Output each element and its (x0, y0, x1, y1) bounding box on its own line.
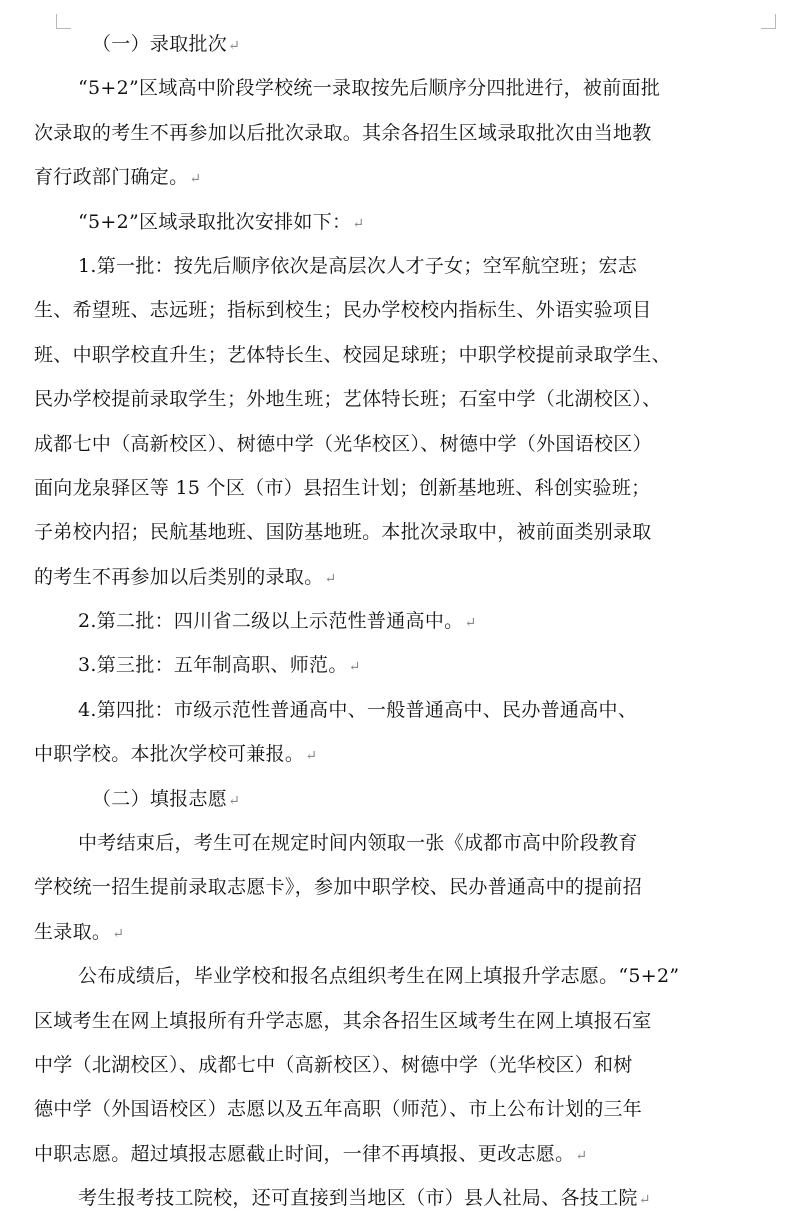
line-text: 次录取的考生不再参加以后批次录取。其余各招生区域录取批次由当地教 (34, 121, 652, 144)
line-text: 1.第一批：按先后顺序依次是高层次人才子女；空军航空班；宏志 (78, 254, 638, 277)
section-heading (34, 22, 776, 66)
section-heading (34, 777, 776, 821)
text-line (34, 821, 776, 865)
line-text: “5+2”区域录取批次安排如下： (78, 210, 352, 233)
line-text: 3.第三批：五年制高职、师范。 (78, 654, 348, 677)
text-line (34, 1132, 776, 1176)
paragraph-mark-icon: ↵ (228, 38, 241, 54)
text-line (34, 999, 776, 1043)
line-text: （一）录取批次 (92, 33, 228, 55)
text-line (34, 66, 776, 110)
text-line (34, 200, 776, 244)
text-line (34, 466, 776, 510)
line-text: 的考生不再参加以后类别的录取。 (34, 565, 324, 588)
line-text: 中职学校。本批次学校可兼报。 (34, 743, 305, 766)
document-body (34, 22, 776, 1221)
paragraph-mark-icon: ↵ (112, 925, 125, 942)
text-line (34, 422, 776, 466)
text-line (34, 954, 776, 998)
text-line (34, 510, 776, 554)
text-line (34, 1043, 776, 1087)
text-line (34, 599, 776, 643)
text-line (34, 333, 776, 377)
text-line (34, 910, 776, 954)
line-text: 考生报考技工院校，还可直接到当地区（市）县人社局、各技工院 (78, 1187, 638, 1210)
line-text: 育行政部门确定。 (34, 166, 189, 189)
paragraph-mark-icon: ↵ (228, 792, 241, 809)
line-text: 区域考生在网上填报所有升学志愿，其余各招生区域考生在网上填报石室 (34, 1009, 652, 1032)
text-line (34, 732, 776, 776)
paragraph-mark-icon: ↵ (348, 659, 361, 676)
text-line (34, 244, 776, 288)
line-text: 生录取。 (34, 920, 112, 943)
line-text: 生、希望班、志远班；指标到校生；民办学校校内指标生、外语实验项目 (34, 299, 652, 322)
text-line (34, 288, 776, 332)
paragraph-mark-icon: ↵ (305, 748, 318, 765)
line-text: 中职志愿。超过填报志愿截止时间，一律不再填报、更改志愿。 (34, 1142, 575, 1165)
text-line (34, 555, 776, 599)
paragraph-mark-icon: ↵ (638, 1192, 651, 1209)
text-line (34, 155, 776, 199)
line-text: 中考结束后，考生可在规定时间内领取一张《成都市高中阶段教育 (78, 832, 638, 855)
line-text: （二）填报志愿 (92, 787, 228, 810)
line-text: 2.第二批：四川省二级以上示范性普通高中。 (78, 610, 464, 633)
line-text: 民办学校提前录取学生；外地生班；艺体特长班；石室中学（北湖校区）、 (34, 388, 662, 411)
text-line (34, 643, 776, 687)
text-line (34, 865, 776, 909)
text-line (34, 111, 776, 155)
line-text: 班、中职学校直升生；艺体特长生、校园足球班；中职学校提前录取学生、 (34, 343, 671, 366)
paragraph-mark-icon: ↵ (575, 1147, 588, 1164)
text-line (34, 688, 776, 732)
line-text: 子弟校内招；民航基地班、国防基地班。本批次录取中，被前面类别录取 (34, 521, 652, 544)
line-text: 成都七中（高新校区）、树德中学（光华校区）、树德中学（外国语校区） (34, 432, 652, 455)
paragraph-mark-icon: ↵ (352, 215, 365, 232)
line-text: 学校统一招生提前录取志愿卡》，参加中职学校、民办普通高中的提前招 (34, 876, 643, 899)
line-text: 面向龙泉驿区等 15 个区（市）县招生计划；创新基地班、科创实验班； (34, 476, 651, 499)
text-line (34, 377, 776, 421)
paragraph-mark-icon: ↵ (189, 171, 202, 188)
text-line (34, 1087, 776, 1131)
line-text: “5+2”区域高中阶段学校统一录取按先后顺序分四批进行，被前面批 (78, 77, 661, 100)
line-text: 4.第四批：市级示范性普通高中、一般普通高中、民办普通高中、 (78, 698, 638, 721)
paragraph-mark-icon: ↵ (324, 570, 337, 587)
text-line (34, 1176, 776, 1220)
paragraph-mark-icon: ↵ (464, 615, 477, 632)
line-text: 公布成绩后，毕业学校和报名点组织考生在网上填报升学志愿。“5+2” (78, 965, 680, 988)
line-text: 德中学（外国语校区）志愿以及五年高职（师范）、市上公布计划的三年 (34, 1098, 643, 1121)
line-text: 中学（北湖校区）、成都七中（高新校区）、树德中学（光华校区）和树 (34, 1053, 633, 1076)
